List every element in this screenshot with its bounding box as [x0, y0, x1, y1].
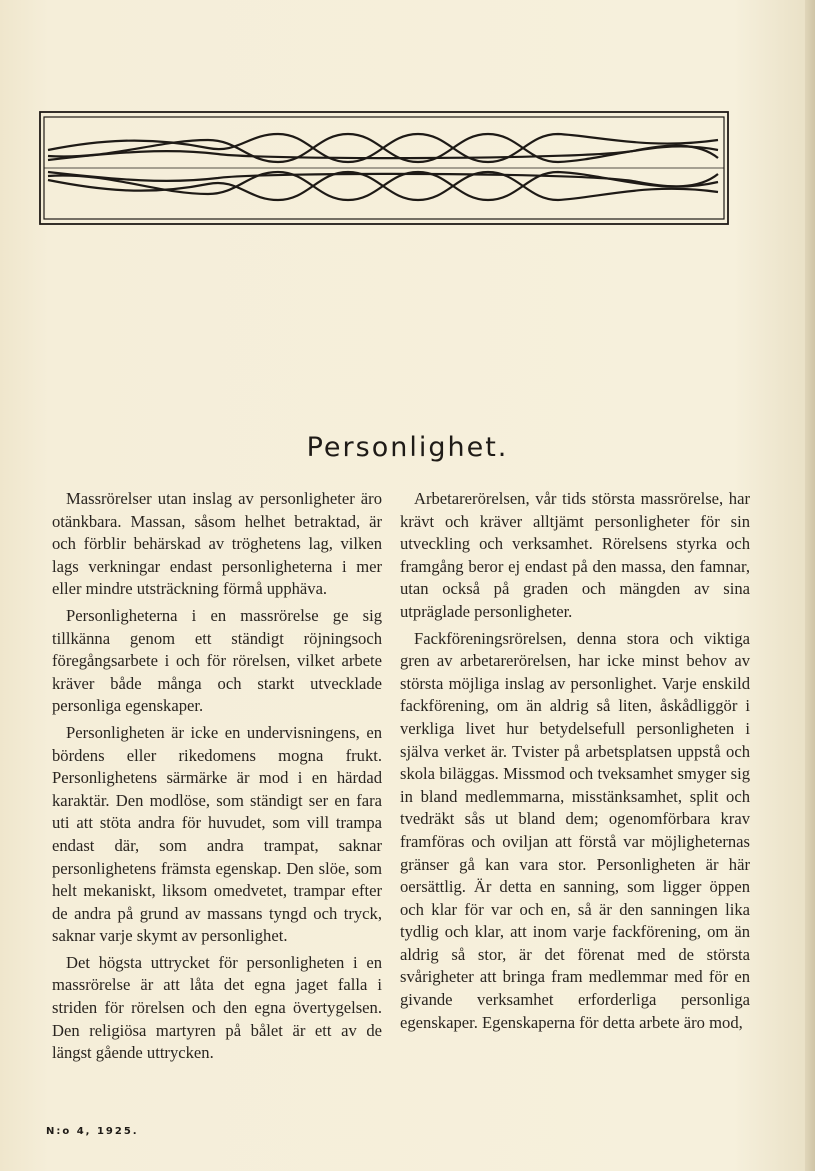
paragraph: Arbetarerörelsen, vår tids största massrörelse, har krävt och kräver alltjämt personligheter för sin utveckling och verksamhet. Rörelsens styrka och framgång beror ej endast på den massa, den famnar, utan också på graden och mängden av sina utpräglade personligheter. — [400, 489, 750, 621]
paragraph: Massrörelser utan inslag av personligheter äro otänkbara. Massan, såsom helhet betraktad, är och förblir behärskad av tröghetens lag, vilken lags verkningar endast personligheterna i mer eller mindre utsträckning förmå upphäva. — [52, 489, 382, 599]
page-edge — [805, 0, 815, 1171]
paragraph: Personligheten är icke en undervisningens, en bördens eller rikedomens mogna frukt. Personlighetens särmärke är mod i en härdad karaktär. Den modlöse, som ständigt ser en fara uti att stöta andra för huvudet, som vill trampa endast där, som andra trampat, saknar personlighetens främsta egenskap. Den slöe, som helt mekaniskt, liksom omedvetet, trampar efter de andra på grund av massans tyngd och tryck, saknar varje skymt av personlighet. — [52, 722, 382, 946]
article-title: Personlighet. — [306, 432, 509, 463]
right-column — [400, 488, 750, 1038]
paragraph: Personligheterna i en massrörelse ge sig tillkänna genom ett ständigt röjningsoch föregångsarbete i och för rörelsen, vilket arbete kräver både många och starkt utvecklade personliga egenskaper. — [52, 605, 382, 716]
decorative-border-ornament — [38, 110, 730, 226]
paragraph: Fackföreningsrörelsen, denna stora och viktiga gren av arbetarerörelsen, har icke minst behov av största möjliga inslag av personlighet. Varje enskild fackförening, om än aldrig så liten, åskådliggör i verkliga livet hur betydelsefull personligheten i själva verket är. Tvister på arbetsplatsen uppstå och skola biläggas. Missmod och tveksamhet smyger sig in bland medlemmarna, misstänksamhet, split och tvedräkt sås ut bland dem; ogenomförbara krav framföras och oviljan att förstå var möjligheternas gränser gå kan vara stor. Personligheten är här oersättlig. Är detta en sanning, som ligger öppen och klar för var och en, så är den sanningen lika tydlig och klar, att inom varje fackförening, om än aldrig så stor, är det förenat med de största svårigheter att bringa fram medlemmar med för en givande verksamhet erforderliga personliga egenskaper. Egenskaperna för detta arbete äro mod, — [400, 628, 750, 1032]
paragraph: Det högsta uttrycket för personligheten i en massrörelse är att låta det egna jaget falla i striden för rörelsen och den egna övertygelsen. Den religiösa martyren på bålet är ett av de längst gående uttrycken. — [52, 952, 382, 1063]
issue-footer: N:o 4, 1925. — [46, 1126, 139, 1137]
left-column — [52, 488, 382, 1069]
